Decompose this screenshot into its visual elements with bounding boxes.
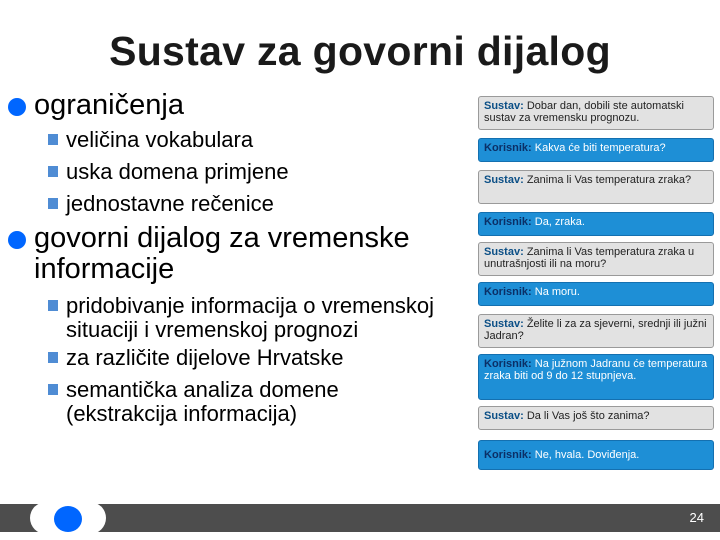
message-text: Kakva će biti temperatura? bbox=[534, 142, 666, 154]
speaker-label: Sustav: bbox=[484, 246, 524, 258]
footer-bar bbox=[0, 504, 720, 532]
square-bullet-icon bbox=[48, 198, 58, 209]
sub-bullet bbox=[48, 378, 339, 426]
sub-bullet-text-line1: semantička analiza domene bbox=[66, 377, 339, 402]
message-text: Zanima li Vas temperatura zraka? bbox=[526, 174, 692, 186]
dialog-message-user bbox=[478, 212, 714, 236]
bullet-text-line2: informacije bbox=[34, 253, 175, 285]
speaker-label: Korisnik: bbox=[484, 286, 532, 298]
sub-bullet-text: jednostavne rečenice bbox=[66, 191, 274, 216]
square-bullet-icon bbox=[48, 384, 58, 395]
dialog-message-user bbox=[478, 282, 714, 306]
speaker-label: Sustav: bbox=[484, 174, 524, 186]
speaker-label: Sustav: bbox=[484, 318, 524, 330]
dialog-message-user bbox=[478, 138, 714, 162]
sub-bullet-text-line2: (ekstrakcija informacija) bbox=[66, 401, 298, 426]
square-bullet-icon bbox=[48, 166, 58, 177]
message-text: Dobar dan, dobili ste automatski sustav za vremensku prognozu. bbox=[484, 100, 684, 124]
square-bullet-icon bbox=[48, 134, 58, 145]
speaker-label: Korisnik: bbox=[484, 449, 532, 461]
sub-bullet-text-line2: situaciji i vremenskoj prognozi bbox=[66, 317, 359, 342]
nav-circle-icon[interactable] bbox=[54, 506, 82, 532]
slide-title: Sustav za govorni dijalog bbox=[109, 28, 611, 74]
sub-bullet-text: uska domena primjene bbox=[66, 159, 289, 184]
dialog-message-system bbox=[478, 242, 714, 276]
bullet-govorni-dijalog bbox=[8, 223, 410, 285]
bullet-dot-icon bbox=[8, 98, 26, 116]
square-bullet-icon bbox=[48, 300, 58, 311]
message-text: Na moru. bbox=[534, 286, 580, 298]
dialog-message-system bbox=[478, 406, 714, 430]
dialog-message-system bbox=[478, 96, 714, 130]
message-text: Zanima li Vas temperatura zraka u unutrašnjosti ili na moru? bbox=[484, 246, 695, 270]
message-text: Ne, hvala. Doviđenja. bbox=[534, 449, 640, 461]
speaker-label: Korisnik: bbox=[484, 358, 532, 370]
dialog-message-user bbox=[478, 440, 714, 470]
bullet-ogranicenja bbox=[8, 90, 184, 121]
message-text: Da li Vas još što zanima? bbox=[526, 410, 650, 422]
sub-bullet bbox=[48, 294, 434, 342]
speaker-label: Korisnik: bbox=[484, 216, 532, 228]
message-text: Da, zraka. bbox=[534, 216, 585, 228]
dialog-message-user bbox=[478, 354, 714, 400]
sub-bullet-text: veličina vokabulara bbox=[66, 127, 254, 152]
message-text: Želite li za za sjeverni, srednji ili južni Jadran? bbox=[484, 318, 707, 342]
dialog-message-system bbox=[478, 170, 714, 204]
sub-bullet bbox=[48, 192, 274, 216]
sub-bullet bbox=[48, 160, 289, 184]
page-number: 24 bbox=[689, 510, 704, 525]
bullet-text-line1: govorni dijalog za vremenske bbox=[34, 222, 410, 254]
dialog-message-system bbox=[478, 314, 714, 348]
speaker-label: Sustav: bbox=[484, 100, 524, 112]
speaker-label: Sustav: bbox=[484, 410, 524, 422]
sub-bullet-text-line1: pridobivanje informacija o vremenskoj bbox=[66, 293, 435, 318]
message-text: Na južnom Jadranu će temperatura zraka biti od 9 do 12 stupnjeva. bbox=[484, 358, 708, 382]
sub-bullet bbox=[48, 128, 253, 152]
sub-bullet bbox=[48, 346, 344, 370]
sub-bullet-text: za različite dijelove Hrvatske bbox=[66, 345, 344, 370]
dialog-example-panel bbox=[478, 92, 714, 470]
bullet-dot-icon bbox=[8, 231, 26, 249]
bullet-text: ograničenja bbox=[34, 89, 184, 121]
speaker-label: Korisnik: bbox=[484, 142, 532, 154]
square-bullet-icon bbox=[48, 352, 58, 363]
